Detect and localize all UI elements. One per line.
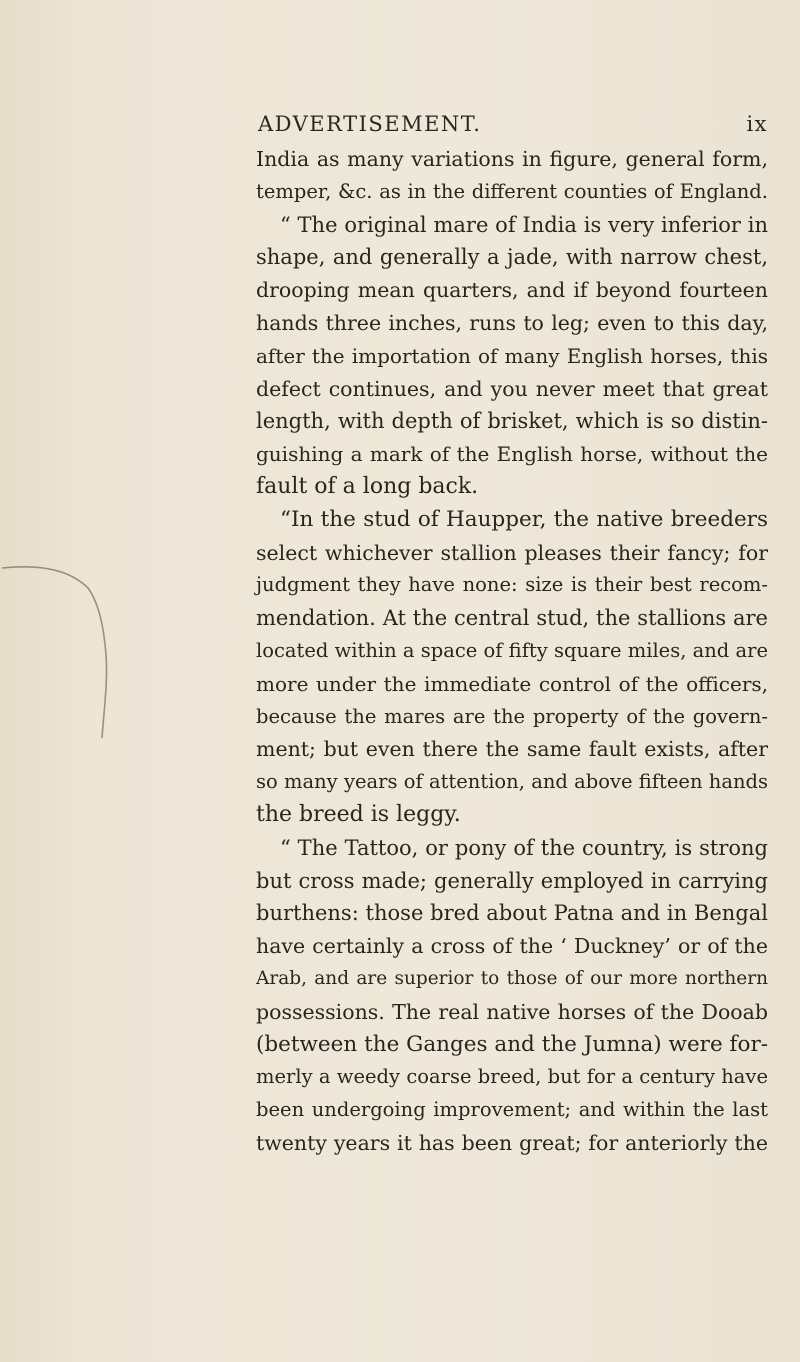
text-line: temper, &c. as in the different counties of England.	[256, 179, 768, 203]
text-line: more under the immediate control of the officers,	[256, 671, 768, 696]
text-line: fault of a long back.	[256, 473, 479, 499]
text-line: so many years of attention, and above fifteen hands	[256, 770, 768, 794]
text-line: length, with depth of brisket, which is so distin-	[256, 409, 768, 434]
text-line: twenty years it has been great; for anteriorly the	[256, 1130, 768, 1155]
text-line: “In the stud of Haupper, the native breeders	[280, 506, 768, 532]
text-line: merly a weedy coarse breed, but for a century have	[256, 1065, 768, 1089]
text-line: select whichever stallion pleases their fancy; for	[256, 540, 768, 565]
running-head	[258, 112, 768, 144]
text-line: ment; but even there the same fault exists, after	[256, 737, 768, 762]
text-line: hands three inches, runs to leg; even to this day,	[256, 310, 768, 335]
text-line: because the mares are the property of the govern-	[256, 704, 768, 728]
text-line: Arab, and are superior to those of our more northern	[256, 967, 768, 989]
text-line: mendation. At the central stud, the stallions are	[256, 606, 768, 631]
text-line: the breed is leggy.	[256, 801, 461, 827]
page-number: ix	[746, 112, 768, 136]
text-line: (between the Ganges and the Jumna) were for-	[256, 1031, 768, 1057]
running-head-title: ADVERTISEMENT.	[258, 112, 482, 136]
text-line: “ The Tattoo, or pony of the country, is strong	[280, 835, 768, 860]
text-line: shape, and generally a jade, with narrow chest,	[256, 245, 768, 270]
text-line: burthens: those bred about Patna and in Bengal	[256, 901, 768, 926]
text-line: located within a space of fifty square miles, and are	[256, 638, 768, 662]
text-line: after the importation of many English horses, this	[256, 343, 768, 368]
body-text	[256, 143, 768, 1160]
text-line: defect continues, and you never meet that great	[256, 376, 768, 401]
text-line: but cross made; generally employed in carrying	[256, 868, 768, 893]
text-line: India as many variations in figure, general form,	[256, 147, 768, 171]
text-line: drooping mean quarters, and if beyond fourteen	[256, 278, 768, 303]
text-line: possessions. The real native horses of the Dooab	[256, 999, 768, 1024]
margin-bleed-through-mark	[0, 560, 120, 740]
text-line: judgment they have none: size is their best recom-	[256, 573, 768, 597]
text-line: been undergoing improvement; and within the last	[256, 1098, 768, 1122]
text-line: guishing a mark of the English horse, without the	[256, 442, 768, 467]
text-line: have certainly a cross of the ‘ Duckney’ or of the	[256, 934, 768, 959]
text-line: “ The original mare of India is very inferior in	[280, 212, 768, 237]
